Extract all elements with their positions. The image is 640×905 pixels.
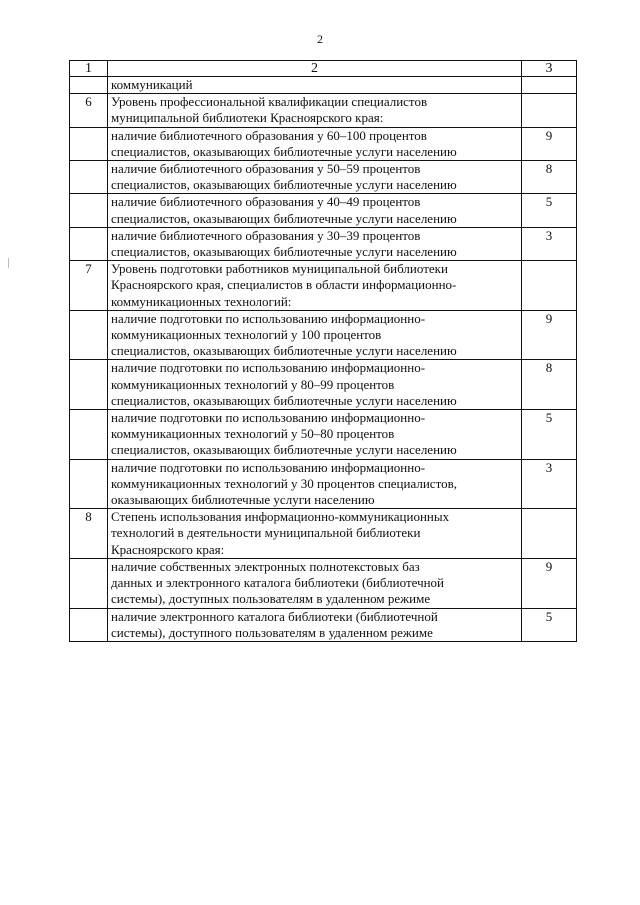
table-row bbox=[70, 261, 577, 311]
row-number bbox=[70, 127, 108, 160]
row-text: наличие подготовки по использованию информационно- коммуникационных технологий у 100 процентов специалистов, оказывающих библиотечные услуги населению bbox=[108, 310, 522, 360]
header-col-3: 3 bbox=[522, 61, 577, 77]
row-number bbox=[70, 310, 108, 360]
row-score bbox=[522, 77, 577, 94]
row-number: 6 bbox=[70, 94, 108, 127]
row-number bbox=[70, 459, 108, 509]
criteria-table bbox=[69, 60, 577, 642]
table-row bbox=[70, 94, 577, 127]
table-row bbox=[70, 227, 577, 260]
row-number bbox=[70, 227, 108, 260]
table-row bbox=[70, 161, 577, 194]
row-text: коммуникаций bbox=[108, 77, 522, 94]
row-text: наличие собственных электронных полнотекстовых баз данных и электронного каталога библиотеки (библиотечной системы), доступных пользователям в удаленном режиме bbox=[108, 558, 522, 608]
header-col-2: 2 bbox=[108, 61, 522, 77]
row-text: наличие библиотечного образования у 40–49 процентов специалистов, оказывающих библиотечные услуги населению bbox=[108, 194, 522, 227]
table-row bbox=[70, 360, 577, 410]
table-row bbox=[70, 558, 577, 608]
row-text: наличие подготовки по использованию информационно- коммуникационных технологий у 30 процентов специалистов, оказывающих библиотечные услуги населению bbox=[108, 459, 522, 509]
row-number: 7 bbox=[70, 261, 108, 311]
row-score: 9 bbox=[522, 127, 577, 160]
row-number: 8 bbox=[70, 509, 108, 559]
table-header-row bbox=[70, 61, 577, 77]
table-row bbox=[70, 410, 577, 460]
table-row bbox=[70, 194, 577, 227]
row-text: наличие библиотечного образования у 30–39 процентов специалистов, оказывающих библиотечные услуги населению bbox=[108, 227, 522, 260]
row-number bbox=[70, 558, 108, 608]
row-score: 8 bbox=[522, 360, 577, 410]
row-number bbox=[70, 77, 108, 94]
row-number bbox=[70, 161, 108, 194]
table-row bbox=[70, 608, 577, 641]
row-text: наличие библиотечного образования у 50–59 процентов специалистов, оказывающих библиотечные услуги населению bbox=[108, 161, 522, 194]
row-score: 5 bbox=[522, 194, 577, 227]
row-number bbox=[70, 608, 108, 641]
row-score: 8 bbox=[522, 161, 577, 194]
row-score bbox=[522, 94, 577, 127]
row-text: Уровень подготовки работников муниципальной библиотеки Красноярского края, специалистов в области информационно- коммуникационных технологий: bbox=[108, 261, 522, 311]
row-score: 3 bbox=[522, 227, 577, 260]
row-score: 9 bbox=[522, 558, 577, 608]
table-row bbox=[70, 459, 577, 509]
scan-margin-mark bbox=[8, 258, 9, 268]
row-score bbox=[522, 509, 577, 559]
row-text: наличие библиотечного образования у 60–100 процентов специалистов, оказывающих библиотечные услуги населению bbox=[108, 127, 522, 160]
row-text: наличие электронного каталога библиотеки (библиотечной системы), доступного пользователям в удаленном режиме bbox=[108, 608, 522, 641]
row-score: 3 bbox=[522, 459, 577, 509]
header-col-1: 1 bbox=[70, 61, 108, 77]
table-row bbox=[70, 310, 577, 360]
table-row bbox=[70, 77, 577, 94]
row-number bbox=[70, 410, 108, 460]
row-text: Степень использования информационно-коммуникационных технологий в деятельности муниципальной библиотеки Красноярского края: bbox=[108, 509, 522, 559]
row-number bbox=[70, 360, 108, 410]
table-row bbox=[70, 509, 577, 559]
row-score: 5 bbox=[522, 410, 577, 460]
row-score bbox=[522, 261, 577, 311]
row-score: 9 bbox=[522, 310, 577, 360]
row-text: Уровень профессиональной квалификации специалистов муниципальной библиотеки Красноярского края: bbox=[108, 94, 522, 127]
row-text: наличие подготовки по использованию информационно- коммуникационных технологий у 80–99 процентов специалистов, оказывающих библиотечные услуги населению bbox=[108, 360, 522, 410]
row-number bbox=[70, 194, 108, 227]
row-score: 5 bbox=[522, 608, 577, 641]
page-number: 2 bbox=[317, 32, 323, 46]
table-row bbox=[70, 127, 577, 160]
row-text: наличие подготовки по использованию информационно- коммуникационных технологий у 50–80 процентов специалистов, оказывающих библиотечные услуги населению bbox=[108, 410, 522, 460]
